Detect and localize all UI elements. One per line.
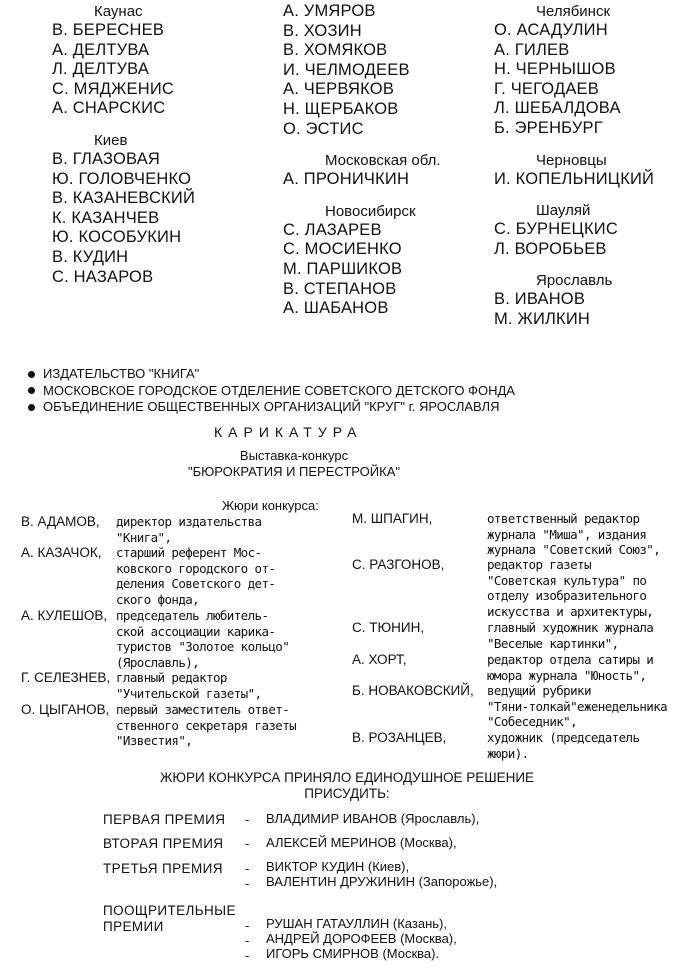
jury-member-role: председатель любитель- ской ассоциации карика- туристов "Золотое кольцо" (Ярославль), [116,608,290,670]
participant-name: А. ГИЛЕВ [494,40,570,59]
city-column-3 [494,2,654,330]
participant-name: М. ПАРШИКОВ [283,259,403,278]
organizer-item [28,383,515,400]
jury-member-role: старший референт Мос- ковского городского от- деления Советского дет- ского фонда, [116,545,276,607]
jury-decision [152,770,542,802]
prize-dash: - [245,812,250,827]
participant-name: О. ЭСТИС [283,119,364,138]
page-title: КАРИКАТУРА [214,424,363,440]
city-heading: Шауляй [536,202,591,220]
participant-name: А. СНАРСКИС [52,99,166,118]
city-column-2 [283,2,441,319]
jury-member-name: Г. СЕЛЕЗНЕВ, [21,670,111,685]
participant-name: А. ШАБАНОВ [283,299,389,318]
organizers-list [28,366,515,416]
prize-dash: - [245,918,250,933]
jury-member-role: директор издательства "Книга", [116,514,262,545]
prize-dash: - [245,861,250,876]
city-heading: Новосибирск [325,202,416,220]
jury-member-role: художник (председатель жюри). [487,730,640,761]
participant-name: В. ХОЗИН [283,21,362,40]
prize-label: ПООЩРИТЕЛЬНЫЕ ПРЕМИИ [103,903,236,934]
jury-member-name: Б. НОВАКОВСКИЙ, [352,683,474,698]
jury-member-role: главный художник журнала "Веселые картинки", [487,620,654,651]
jury-member-name: В. АДАМОВ, [21,514,100,529]
participant-name: Л. ШЕБАЛДОВА [494,99,621,118]
participant-name: В. КАЗАНЕВСКИЙ [52,189,196,208]
participant-name: В. ГЛАЗОВАЯ [52,149,161,168]
participant-name: С. НАЗАРОВ [52,267,154,286]
prize-dash: - [245,876,250,891]
prize-label: ПЕРВАЯ ПРЕМИЯ [103,812,226,827]
jury-member-name: С. ТЮНИН, [352,620,425,635]
city-heading: Черновцы [536,151,607,169]
participant-name: Н. ЧЕРНЫШОВ [494,60,616,79]
prize-winner: ВИКТОР КУДИН (Киев), [266,859,410,874]
jury-member-role: первый заместитель ответ- ственного секретаря газеты "Известия", [116,702,297,748]
participant-name: А. ПРОНИЧКИН [283,170,410,189]
group-spacer [494,189,654,201]
participant-name: С. БУРНЕЦКИС [494,220,618,239]
city-heading: Киев [94,131,128,149]
participant-name: И. КОПЕЛЬНИЦКИЙ [494,169,655,188]
participant-name: А. УМЯРОВ [283,2,376,20]
jury-member-name: С. РАЗГОНОВ, [352,557,445,572]
jury-member-name: М. ШПАГИН, [352,511,433,526]
jury-member-name: А. КАЗАЧОК, [21,545,102,560]
participant-name: Ю. ГОЛОВЧЕНКО [52,169,192,188]
participant-name: Н. ЩЕРБАКОВ [283,99,399,118]
organizer-text: ИЗДАТЕЛЬСТВО "КНИГА" [43,366,200,381]
participant-name: Г. ЧЕГОДАЕВ [494,79,599,98]
group-spacer [494,139,654,151]
prize-winner: РУШАН ГАТАУЛЛИН (Казань), [266,916,447,931]
prize-label: ТРЕТЬЯ ПРЕМИЯ [103,861,223,876]
jury-member-name: О. ЦЫГАНОВ, [21,702,110,717]
prize-dash: - [245,836,250,851]
participant-name: В. КУДИН [52,247,129,266]
organizer-item [28,399,515,416]
jury-member-role: главный редактор "Учительской газеты", [116,670,262,701]
jury-member-role: редактор газеты "Советская культура" по отделу изобразительного искусства и архитектуры, [487,557,654,619]
bullet-icon [28,387,35,394]
participant-name: Л. ДЕЛТУВА [52,60,150,79]
participant-name: В. ХОМЯКОВ [283,41,388,60]
participant-name: Ю. КОСОБУКИН [52,228,182,247]
subtitle-line-2: "БЮРОКРАТИЯ И ПЕРЕСТРОЙКА" [188,464,400,479]
prize-winner: ВАЛЕНТИН ДРУЖИНИН (Запорожье), [266,874,498,889]
jury-member-role: ответственный редактор журнала "Миша", издания журнала "Советский Союз", [487,511,661,557]
participant-name: В. СТЕПАНОВ [283,279,397,298]
group-spacer [283,139,441,151]
participant-name: И. ЧЕЛМОДЕЕВ [283,60,410,79]
prize-winner: ИГОРЬ СМИРНОВ (Москва). [266,946,440,961]
prize-winner: АНДРЕЙ ДОРОФЕЕВ (Москва), [266,931,457,946]
organizer-item [28,366,515,383]
group-spacer [494,259,654,271]
bullet-icon [28,371,35,378]
prize-winner: АЛЕКСЕЙ МЕРИНОВ (Москва), [266,835,457,850]
city-heading: Ярославль [536,272,613,290]
participant-name: С. ЛАЗАРЕВ [283,220,382,239]
participant-name: В. ИВАНОВ [494,290,586,309]
prize-winner: ВЛАДИМИР ИВАНОВ (Ярославль), [266,811,480,826]
city-heading: Челябинск [536,3,611,20]
bullet-icon [28,404,35,411]
organizer-text: ОБЪЕДИНЕНИЕ ОБЩЕСТВЕННЫХ ОРГАНИЗАЦИЙ "КРУГ" г. ЯРОСЛАВЛЯ [43,399,500,414]
organizer-text: МОСКОВСКОЕ ГОРОДСКОЕ ОТДЕЛЕНИЕ СОВЕТСКОГО ДЕТСКОГО ФОНДА [43,382,515,398]
participant-name: М. ЖИЛКИН [494,309,591,328]
participant-name: Б. ЭРЕНБУРГ [494,118,603,137]
city-heading: Каунас [94,3,143,20]
city-heading: Московская обл. [325,152,441,170]
jury-member-role: редактор отдела сатиры и юмора журнала "Юность", [487,652,654,683]
prize-dash: - [245,933,250,948]
prize-label: ВТОРАЯ ПРЕМИЯ [103,836,224,851]
participant-name: К. КАЗАНЧЕВ [52,208,160,227]
participant-name: Л. ВОРОБЬЕВ [494,239,607,258]
subtitle-line-1: Выставка-конкурс [239,448,349,463]
city-column-1 [52,2,195,287]
jury-member-name: А. КУЛЕШОВ, [21,608,108,623]
prize-dash: - [245,948,250,963]
jury-member-name: А. ХОРТ, [352,652,407,667]
jury-member-role: ведущий рубрики "Тяни-толкай"еженедельника "Собеседник", [487,683,668,729]
subtitle [174,448,414,480]
participant-name: С. МЯДЖЕНИС [52,79,175,98]
group-spacer [283,190,441,202]
decision-line-1: ЖЮРИ КОНКУРСА ПРИНЯЛО ЕДИНОДУШНОЕ РЕШЕНИЕ [159,770,535,785]
decision-line-2: ПРИСУДИТЬ: [304,786,390,801]
group-spacer [52,119,195,131]
participant-name: С. МОСИЕНКО [283,240,402,259]
jury-member-name: В. РОЗАНЦЕВ, [352,730,447,745]
participant-name: А. ДЕЛТУВА [52,40,150,59]
participant-name: В. БЕРЕСНЕВ [52,21,165,39]
participant-name: А. ЧЕРВЯКОВ [283,80,395,99]
participant-name: О. АСАДУЛИН [494,21,608,39]
jury-heading: Жюри конкурса: [222,498,319,513]
